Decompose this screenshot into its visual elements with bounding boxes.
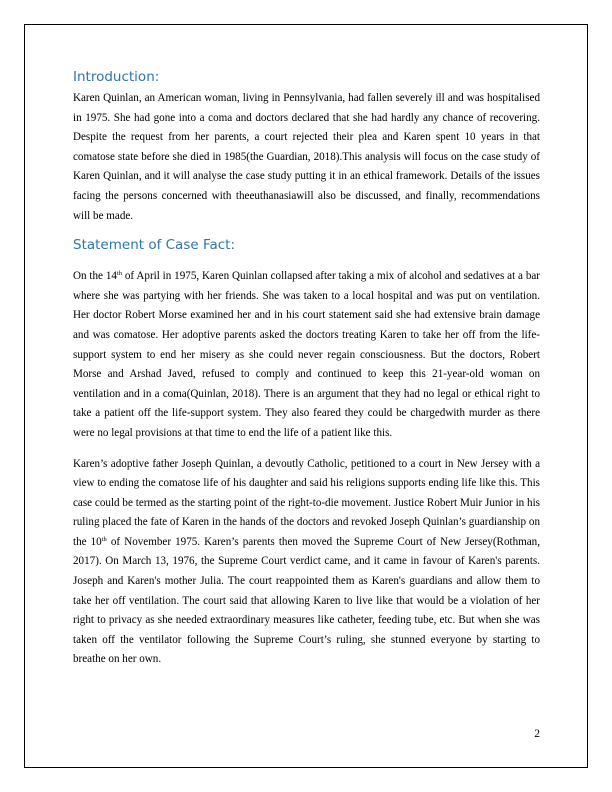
case-fact-heading: Statement of Case Fact: <box>73 237 236 254</box>
case-fact-paragraph-1 <box>73 267 540 443</box>
paragraph-text: of April in 1975, Karen Quinlan collapsed after taking a mix of alcohol and sedatives at a bar where she was partying with her friends. She was taken to a local hospital and was put on ventilation. Her doctor Robert Morse examined her and in his court statement said she had extensive brain damage and was comatose. Her adoptive parents asked the doctors treating Karen to take her off from the life-support system to end her misery as she could never regain consciousness. But the doctors, Robert Morse and Arshad Javed, refused to comply and continued to keep this 21-year-old woman on ventilation and in a coma(Quinlan, 2018). There is an argument that they had no legal or ethical right to take a patient off the life-support system. They also feared they could be chargedwith murder as there were no legal provisions at that time to end the life of a patient like this. <box>73 270 540 439</box>
page-number: 2 <box>534 728 540 740</box>
introduction-heading: Introduction: <box>73 69 160 85</box>
paragraph-text: of November 1975. Karen’s parents then moved the Supreme Court of New Jersey(Rothman, 2017). On March 13, 1976, the Supreme Court verdict came, and it came in favour of Karen's parents. Joseph and Karen's mother Julia. The court reappointed them as Karen's guardians and allow them to take her off ventilation. The court said that allowing Karen to live like that would be a violation of her right to privacy as she needed extraordinary measures like catheter, feeding tube, etc. But when she was taken off the ventilator following the Supreme Court’s ruling, she stunned everyone by starting to breathe on her own. <box>73 535 540 666</box>
case-fact-paragraph-2 <box>73 455 540 671</box>
document-body <box>73 68 540 670</box>
paragraph-text: Karen’s adoptive father Joseph Quinlan, a devoutly Catholic, petitioned to a court in New Jersey with a view to ending the comatose life of his daughter and said his religions supports ending life like this. This case could be termed as the starting point of the right-to-die movement. Justice Robert Muir Junior in his ruling placed the fate of Karen in the hands of the doctors and revoked Joseph Quinlan’s guardianship on the 10 <box>73 457 540 548</box>
introduction-paragraph: Karen Quinlan, an American woman, living in Pennsylvania, had fallen severely ill and was hospitalised in 1975. She had gone into a coma and doctors declared that she had hardly any chance of recovering. Despite the request from her parents, a court rejected their plea and Karen spent 10 years in that comatose state before she died in 1985(the Guardian, 2018).This analysis will focus on the case study of Karen Quinlan, and it will analyse the case study putting it in an ethical framework. Details of the issues facing the persons concerned with theeuthanasiawill also be discussed, and finally, recommendations will be made. <box>73 92 540 222</box>
paragraph-text: On the 14 <box>73 270 117 283</box>
ordinal-suffix: th <box>101 535 107 543</box>
ordinal-suffix: th <box>116 270 123 278</box>
